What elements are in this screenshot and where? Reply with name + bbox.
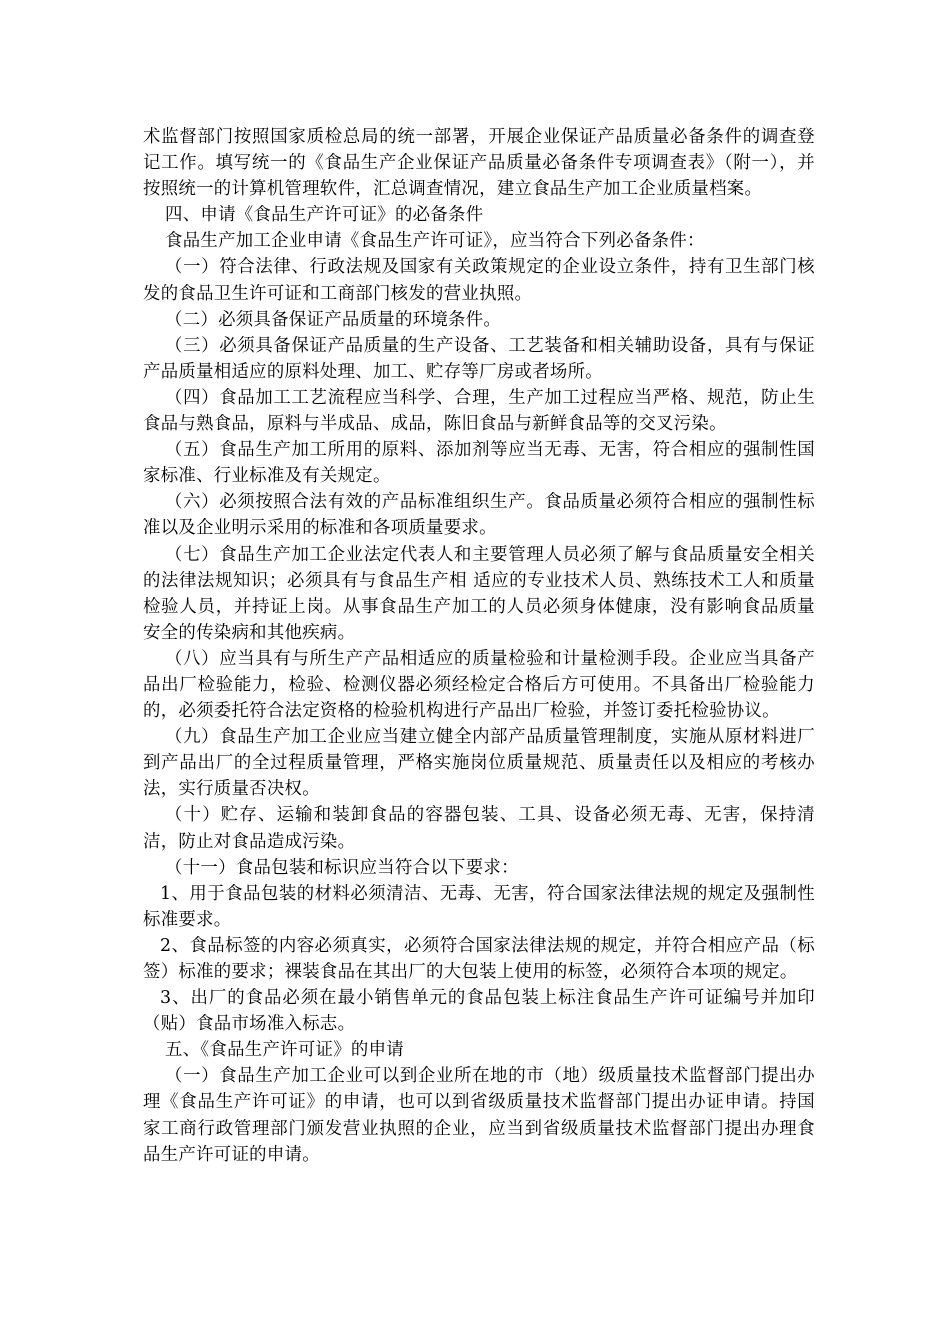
condition-item-7: （七）食品生产加工企业法定代表人和主要管理人员必须了解与食品质量安全相关的法律法规知识；必须具有与食品生产相 适应的专业技术人员、熟练技术工人和质量检验人员，并持证上岗。从事食品生产加工的人员必须身体健康，没有影响食品质量安全的传染病和其他疾病。 bbox=[143, 544, 815, 643]
condition-item-6: （六）必须按照合法有效的产品标准组织生产。食品质量必须符合相应的强制性标准以及企业明示采用的标准和各项质量要求。 bbox=[143, 492, 815, 539]
condition-item-5: （五）食品生产加工所用的原料、添加剂等应当无毒、无害，符合相应的强制性国家标准、行业标准及有关规定。 bbox=[143, 440, 815, 487]
condition-item-11: （十一）食品包装和标识应当符合以下要求： bbox=[165, 857, 519, 878]
condition-item-9: （九）食品生产加工企业应当建立健全内部产品质量管理制度，实施从原材料进厂到产品出厂的全过程质量管理，严格实施岗位质量规范、质量责任以及相应的考核办法，实行质量否决权。 bbox=[143, 727, 815, 800]
section-heading-5: 五、《食品生产许可证》的申请 bbox=[165, 1040, 404, 1061]
condition-item-4: （四）食品加工工艺流程应当科学、合理，生产加工过程应当严格、规范，防止生食品与熟食品，原料与半成品、成品，陈旧食品与新鲜食品等的交叉污染。 bbox=[143, 387, 815, 435]
paragraph-intro-continuation: 术监督部门按照国家质检总局的统一部署，开展企业保证产品质量必备条件的调查登记工作。填写统一的《食品生产企业保证产品质量必备条件专项调查表》（附一），并按照统一的计算机管理软件，汇总调查情况，建立食品生产加工企业质量档案。 bbox=[143, 127, 815, 200]
condition-item-10: （十）贮存、运输和装卸食品的容器包装、工具、设备必须无毒、无害，保持清洁，防止对食品造成污染。 bbox=[143, 805, 815, 852]
condition-item-3: （三）必须具备保证产品质量的生产设备、工艺装备和相关辅助设备，具有与保证产品质量相适应的原料处理、加工、贮存等厂房或者场所。 bbox=[143, 335, 815, 382]
paragraph-conditions-lead: 食品生产加工企业申请《食品生产许可证》，应当符合下列必备条件： bbox=[165, 231, 705, 252]
condition-item-8: （八）应当具有与所生产产品相适应的质量检验和计量检测手段。企业应当具备产品出厂检验能力，检验、检测仪器必须经检定合格后方可使用。不具备出厂检验能力的，必须委托符合法定资格的检验机构进行产品出厂检验，并签订委托检验协议。 bbox=[143, 648, 815, 722]
packaging-requirement-3: 3、出厂的食品必须在最小销售单元的食品包装上标注食品生产许可证编号并加印（贴）食品市场准入标志。 bbox=[143, 988, 815, 1035]
section-heading-4: 四、申请《食品生产许可证》的必备条件 bbox=[165, 205, 484, 226]
packaging-requirement-1: 1、用于食品包装的材料必须清洁、无毒、无害，符合国家法律法规的规定及强制性标准要求。 bbox=[143, 883, 815, 930]
application-item-1: （一）食品生产加工企业可以到企业所在地的市（地）级质量技术监督部门提出办理《食品生产许可证》的申请，也可以到省级质量技术监督部门提出办证申请。持国家工商行政管理部门颁发营业执照的企业，应当到省级质量技术监督部门提出办理食品生产许可证的申请。 bbox=[143, 1066, 815, 1165]
packaging-requirement-2: 2、食品标签的内容必须真实，必须符合国家法律法规的规定，并符合相应产品（标签）标准的要求；裸装食品在其出厂的大包装上使用的标签，必须符合本项的规定。 bbox=[143, 935, 815, 982]
document-body bbox=[143, 124, 815, 1168]
condition-item-2: （二）必须具备保证产品质量的环境条件。 bbox=[165, 309, 502, 330]
condition-item-1: （一）符合法律、行政法规及国家有关政策规定的企业设立条件，持有卫生部门核发的食品卫生许可证和工商部门核发的营业执照。 bbox=[143, 257, 815, 304]
